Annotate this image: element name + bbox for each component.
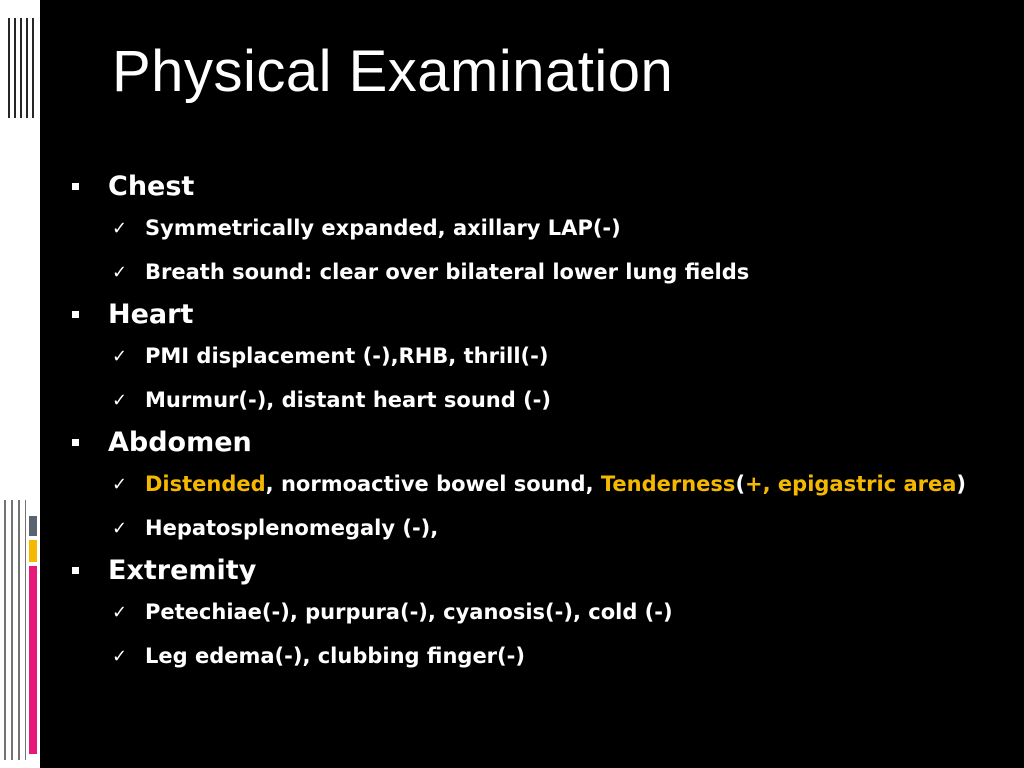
decorative-bar-pink bbox=[29, 566, 37, 754]
section-heading bbox=[70, 550, 1004, 590]
checkmark-icon: ✓ bbox=[112, 517, 128, 539]
checkmark-icon: ✓ bbox=[112, 389, 128, 411]
square-bullet-icon bbox=[72, 439, 79, 446]
list-item bbox=[112, 334, 1004, 378]
list-item bbox=[112, 590, 1004, 634]
plain-text: ) bbox=[956, 472, 967, 496]
checkmark-icon: ✓ bbox=[112, 645, 128, 667]
list-item-text: Leg edema(-), clubbing finger(-) bbox=[145, 644, 525, 668]
slide-content bbox=[70, 166, 1004, 678]
section-heading-text: Extremity bbox=[108, 554, 257, 586]
list-item bbox=[112, 462, 1004, 506]
section-heading bbox=[70, 422, 1004, 462]
checkmark-icon: ✓ bbox=[112, 261, 128, 283]
checkmark-icon: ✓ bbox=[112, 345, 128, 367]
section-heading bbox=[70, 294, 1004, 334]
section-heading bbox=[70, 166, 1004, 206]
checkmark-icon: ✓ bbox=[112, 217, 128, 239]
section-extremity bbox=[70, 550, 1004, 678]
slide-title: Physical Examination bbox=[112, 39, 674, 104]
list-item bbox=[112, 250, 1004, 294]
highlight-text: Distended bbox=[145, 472, 266, 496]
checkmark-icon: ✓ bbox=[112, 601, 128, 623]
square-bullet-icon bbox=[72, 567, 79, 574]
decorative-stripes-lower bbox=[4, 500, 26, 760]
list-item-text bbox=[145, 472, 966, 496]
decorative-sidebar bbox=[0, 0, 40, 768]
checkmark-icon: ✓ bbox=[112, 473, 128, 495]
section-heading-text: Heart bbox=[108, 298, 194, 330]
plain-text: , normoactive bowel sound, bbox=[265, 472, 601, 496]
section-chest bbox=[70, 166, 1004, 294]
square-bullet-icon bbox=[72, 183, 79, 190]
list-item bbox=[112, 378, 1004, 422]
highlight-text: Tenderness bbox=[600, 472, 736, 496]
section-heading-text: Chest bbox=[108, 170, 195, 202]
list-item-text: Symmetrically expanded, axillary LAP(-) bbox=[145, 216, 621, 240]
section-heading-text: Abdomen bbox=[108, 426, 252, 458]
list-item-text: PMI displacement (-),RHB, thrill(-) bbox=[145, 344, 549, 368]
decorative-stripes bbox=[8, 18, 34, 118]
decorative-bar-gray bbox=[29, 516, 37, 536]
square-bullet-icon bbox=[72, 311, 79, 318]
section-abdomen bbox=[70, 422, 1004, 550]
list-item-text: Petechiae(-), purpura(-), cyanosis(-), cold (-) bbox=[145, 600, 673, 624]
list-item-text: Murmur(-), distant heart sound (-) bbox=[145, 388, 551, 412]
plain-text: ( bbox=[735, 472, 746, 496]
highlight-text: +, epigastric area bbox=[745, 472, 957, 496]
decorative-bar-yellow bbox=[29, 540, 37, 562]
list-item-text: Hepatosplenomegaly (-), bbox=[145, 516, 439, 540]
list-item bbox=[112, 206, 1004, 250]
list-item bbox=[112, 506, 1004, 550]
section-heart bbox=[70, 294, 1004, 422]
list-item bbox=[112, 634, 1004, 678]
list-item-text: Breath sound: clear over bilateral lower lung fields bbox=[145, 260, 750, 284]
